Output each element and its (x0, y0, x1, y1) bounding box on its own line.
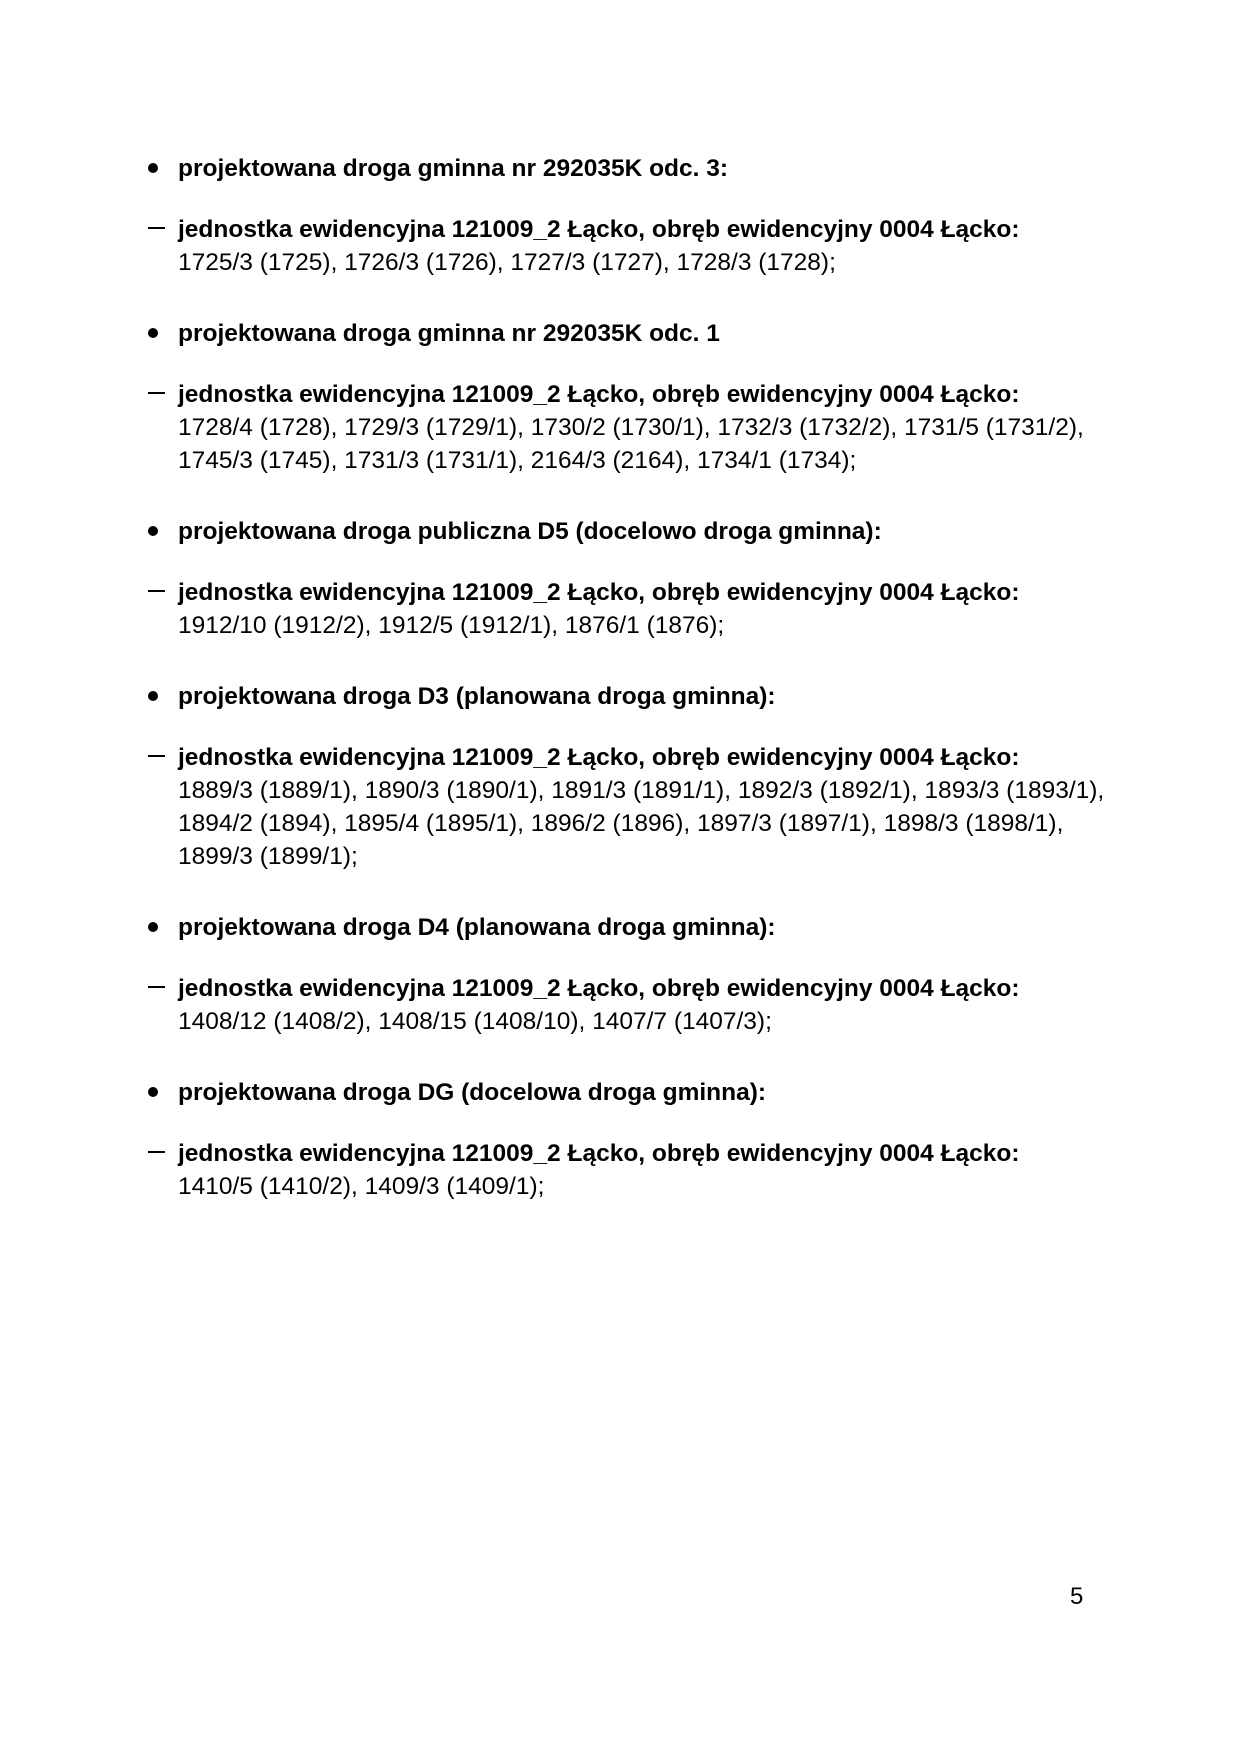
road-heading (148, 1076, 1108, 1109)
road-name: projektowana droga DG (docelowa droga gminna): (178, 1079, 767, 1106)
cadastral-unit: jednostka ewidencyjna 121009_2 Łącko, obręb ewidencyjny 0004 Łącko: (178, 381, 1020, 408)
parcel-numbers: 1410/5 (1410/2), 1409/3 (1409/1); (178, 1173, 545, 1200)
dash-icon (148, 392, 165, 394)
road-heading (148, 152, 1108, 185)
parcel-numbers: 1725/3 (1725), 1726/3 (1726), 1727/3 (1727), 1728/3 (1728); (178, 249, 836, 276)
parcel-numbers: 1889/3 (1889/1), 1890/3 (1890/1), 1891/3 (1891/1), 1892/3 (1892/1), 1893/3 (1893/1), 1894/2 (1894), 1895/4 (1895/1), 1896/2 (1896), 1897/3 (1897/1), 1898/3 (1898/1), 1899/3 (1899/1); (178, 777, 1105, 870)
road-section (148, 1076, 1108, 1203)
road-name: projektowana droga D4 (planowana droga gminna): (178, 914, 776, 941)
bullet-icon (148, 526, 158, 536)
dash-icon (148, 986, 165, 988)
cadastral-unit: jednostka ewidencyjna 121009_2 Łącko, obręb ewidencyjny 0004 Łącko: (178, 975, 1020, 1002)
parcel-entry (148, 576, 1108, 642)
cadastral-unit: jednostka ewidencyjna 121009_2 Łącko, obręb ewidencyjny 0004 Łącko: (178, 579, 1020, 606)
bullet-icon (148, 163, 158, 173)
parcel-entry (148, 378, 1108, 477)
cadastral-unit: jednostka ewidencyjna 121009_2 Łącko, obręb ewidencyjny 0004 Łącko: (178, 744, 1020, 771)
road-heading (148, 515, 1108, 548)
bullet-icon (148, 691, 158, 701)
dash-icon (148, 590, 165, 592)
cadastral-unit: jednostka ewidencyjna 121009_2 Łącko, obręb ewidencyjny 0004 Łącko: (178, 1140, 1020, 1167)
road-name: projektowana droga gminna nr 292035K odc. 1 (178, 320, 720, 347)
road-heading (148, 911, 1108, 944)
bullet-icon (148, 1087, 158, 1097)
bullet-icon (148, 922, 158, 932)
road-section (148, 911, 1108, 1038)
parcel-entry (148, 972, 1108, 1038)
parcel-entry (148, 1137, 1108, 1203)
dash-icon (148, 1151, 165, 1153)
road-parcel-list (148, 152, 1108, 1241)
road-section (148, 680, 1108, 873)
dash-icon (148, 227, 165, 229)
parcel-numbers: 1912/10 (1912/2), 1912/5 (1912/1), 1876/1 (1876); (178, 612, 725, 639)
road-name: projektowana droga publiczna D5 (docelowo droga gminna): (178, 518, 882, 545)
road-name: projektowana droga gminna nr 292035K odc. 3: (178, 155, 729, 182)
bullet-icon (148, 328, 158, 338)
road-heading (148, 680, 1108, 713)
road-heading (148, 317, 1108, 350)
parcel-numbers: 1408/12 (1408/2), 1408/15 (1408/10), 1407/7 (1407/3); (178, 1008, 772, 1035)
dash-icon (148, 755, 165, 757)
parcel-entry (148, 741, 1108, 873)
road-section (148, 152, 1108, 279)
page-number: 5 (1070, 1583, 1084, 1610)
road-section (148, 515, 1108, 642)
parcel-numbers: 1728/4 (1728), 1729/3 (1729/1), 1730/2 (1730/1), 1732/3 (1732/2), 1731/5 (1731/2), 1745/3 (1745), 1731/3 (1731/1), 2164/3 (2164), 1734/1 (1734); (178, 414, 1084, 474)
cadastral-unit: jednostka ewidencyjna 121009_2 Łącko, obręb ewidencyjny 0004 Łącko: (178, 216, 1020, 243)
parcel-entry (148, 213, 1108, 279)
road-section (148, 317, 1108, 477)
road-name: projektowana droga D3 (planowana droga gminna): (178, 683, 776, 710)
